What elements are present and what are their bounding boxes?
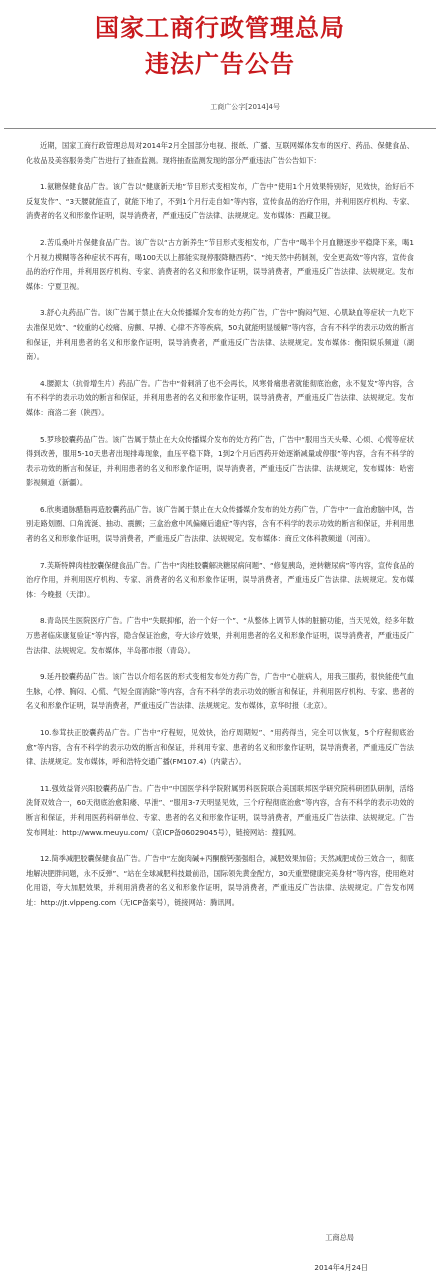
list-item: 7.芙斯特牌肉桂胶囊保健食品广告。广告中“肉桂胶囊解决糖尿病问题”、“修复胰岛，逆转糖尿病”等内容，宣传食品的治疗作用，并利用医疗机构、专家、消费者的名义和形象作证明，误导消费者，严重违反广告法律、法规规定。发布媒体：今晚报（天津）。 [26, 560, 414, 599]
list-item: 6.欣奥通脉醋脂再造胶囊药品广告。该广告属于禁止在大众传播媒介发布的处方药广告，广告中“一盒治愈脑中风，告别走路划圈、口角流涎、抽动、震颤；三盒治愈中风偏瘫后遗症”等内容，含有不科学的表示功效的断言和保证，并利用患者的名义和形象作证明，误导消费者，严重违反广告法律、法规规定。发布媒体：商丘文体科教频道（河南）。 [26, 504, 414, 544]
list-item: 8.青岛民生医院医疗广告。广告中“失眠抑郁，治一个好一个”、“从整体上调节人体的脏腑功能，当天见效，经多年数万患者临床康复验证”等内容，隐含保证治愈，夸大诊疗效果，并利用患者的名义和形象作证明，误导消费者，严重违反广告法律、法规规定。发布媒体，半岛都市报（青岛）。 [26, 616, 414, 655]
document-number: 工商广公字[2014]4号 [210, 103, 280, 111]
list-item: 2.苦瓜桑叶片保健食品广告。该广告以“古方新养生”节目形式变相发布，广告中“喝半个月血糖逐步平稳降下来，喝1个月视力模糊等各种症状不再有，喝100天以上都能实现停服降糖西药”、“纯天然中药制剂，安全更高效”等内容，宣传食品的治疗作用，并利用医疗机构、专家、消费者的名义和形象作证明，误导消费者，严重违反广告法律、法规规定。发布媒体：宁夏卫视。 [26, 237, 414, 291]
intro-paragraph: 近期，国家工商行政管理总局对2014年2月全国部分电视、报纸、广播、互联网媒体发布的医疗、药品、保健食品、化妆品及美容服务类广告进行了抽查监测。现将抽查监测发现的部分严重违法广告公告如下： [26, 141, 414, 165]
list-item: 3.舒心丸药品广告。该广告属于禁止在大众传播媒介发布的处方药广告，广告中“胸闷气短、心肌缺血等症状一九吃下去准保见效”、“较重的心绞痛、房颤、早搏、心律不齐等疾病，50丸就能明显缓解”等内容，含有不科学的表示功效的断言和保证，并利用患者的名义和形象作证明，误导消费者，严重违反广告法律、法规规定。发布媒体：衡阳娱乐频道（湖南）。 [26, 308, 414, 362]
page-subtitle: 违法广告公告 [145, 49, 295, 78]
announcement-body [0, 129, 440, 911]
list-item: 11.强效益肾兴阳胶囊药品广告。广告中“中国医学科学院附属男科医院联合美国联邦医学研究院科研团队研制，活络洗肾双效合一，60天彻底治愈阳痿、早泄”、“服用3-7天明显见效，三个疗程彻底治愈”等内容，含有不科学的表示功效的断言和保证，并利用医药科研单位、专家、患者的名义和形象作证明，误导消费者，严重违反广告法律、法规规定。广告发布网址：http://www.meuyu.com/（京ICP备06029045号），链接网站：搜狐网。 [26, 783, 414, 837]
list-item: 1.氨糖保健食品广告。该广告以“健康新天地”节目形式变相发布，广告中“使用1个月效果特别好，见效快，治好后不反复发作”、“3天腰就能直了，就能下地了，不到1个月行走自如”等内容，宣传食品的治疗作用，并利用医疗机构、专家、消费者的名义和形象作证明，误导消费者，严重违反广告法律、法规规定。发布媒体：西藏卫视。 [26, 182, 414, 221]
list-item: 10.参茸扶正胶囊药品广告。广告中“疗程短，见效快，治疗周期短”、“用药得当，完全可以恢复，5个疗程彻底治愈”等内容，含有不科学的表示功效的断言和保证，并利用专家、患者的名义和形象作证明，误导消费者，严重违反广告法律、法规规定。发布媒体，呼和浩特交通广播(FM107.4)（内蒙古）。 [26, 728, 414, 767]
list-item: 4.腰源太（抗骨增生片）药品广告。广告中“骨刺消了也不会再长，风寒骨痛患者就能彻底治愈，永不复发”等内容，含有不科学的表示功效的断言和保证，并利用患者的名义和形象作证明，误导消费者，严重违反广告法律、法规规定。发布媒体：商洛二套（陕西）。 [26, 378, 414, 417]
list-item: 5.罗珍胶囊药品广告。该广告属于禁止在大众传播媒介发布的处方药广告，广告中“服用当天头晕、心烦、心慌等症状得到改善，服用5-10天患者出现排毒现象，血压平稳下降，1到2个月后西药开始逐渐减量或停服”等内容，含有不科学的表示功效的断言和保证，并利用患者的名义和形象作证明，误导消费者，严重违反广告法律、法规规定，发布媒体：哈密影视频道（新疆）。 [26, 434, 414, 488]
list-item: 9.延丹胶囊药品广告。该广告以介绍名医的形式变相发布处方药广告，广告中“心脏病人，用我三服药，很快能使气血生脉，心悸、胸闷、心慌、气短全面消除”等内容，含有不科学的表示功效的断言和保证，并利用医疗机构、专家、患者的名义和形象作证明，误导消费者，严重违反广告法律、法规规定。发布媒体，京华时报（北京）。 [26, 672, 414, 711]
list-item: 12.简季减肥胶囊保健食品广告。广告中“左旋肉碱+丙酮酸钙强强组合，减肥效果加倍；天然减肥成份三效合一，彻底地解决肥胖问题，永不反弹”、“站在全球减肥科技最前沿，国际领先黄金配方，30天重塑健康完美身材”等内容，使用绝对化用语，夸大加肥效果，并利用消费者的名义和形象作证明，误导消费者，严重违反广告法律、法规规定。广告发布网址：http://jt.vlppeng.com（无ICP备案号），链接网站：腾讯网。 [26, 854, 414, 907]
signatory: 工商总局 [325, 1233, 354, 1242]
page-title: 国家工商行政管理总局 [95, 13, 345, 42]
issue-date: 2014年4月24日 [314, 1263, 368, 1272]
